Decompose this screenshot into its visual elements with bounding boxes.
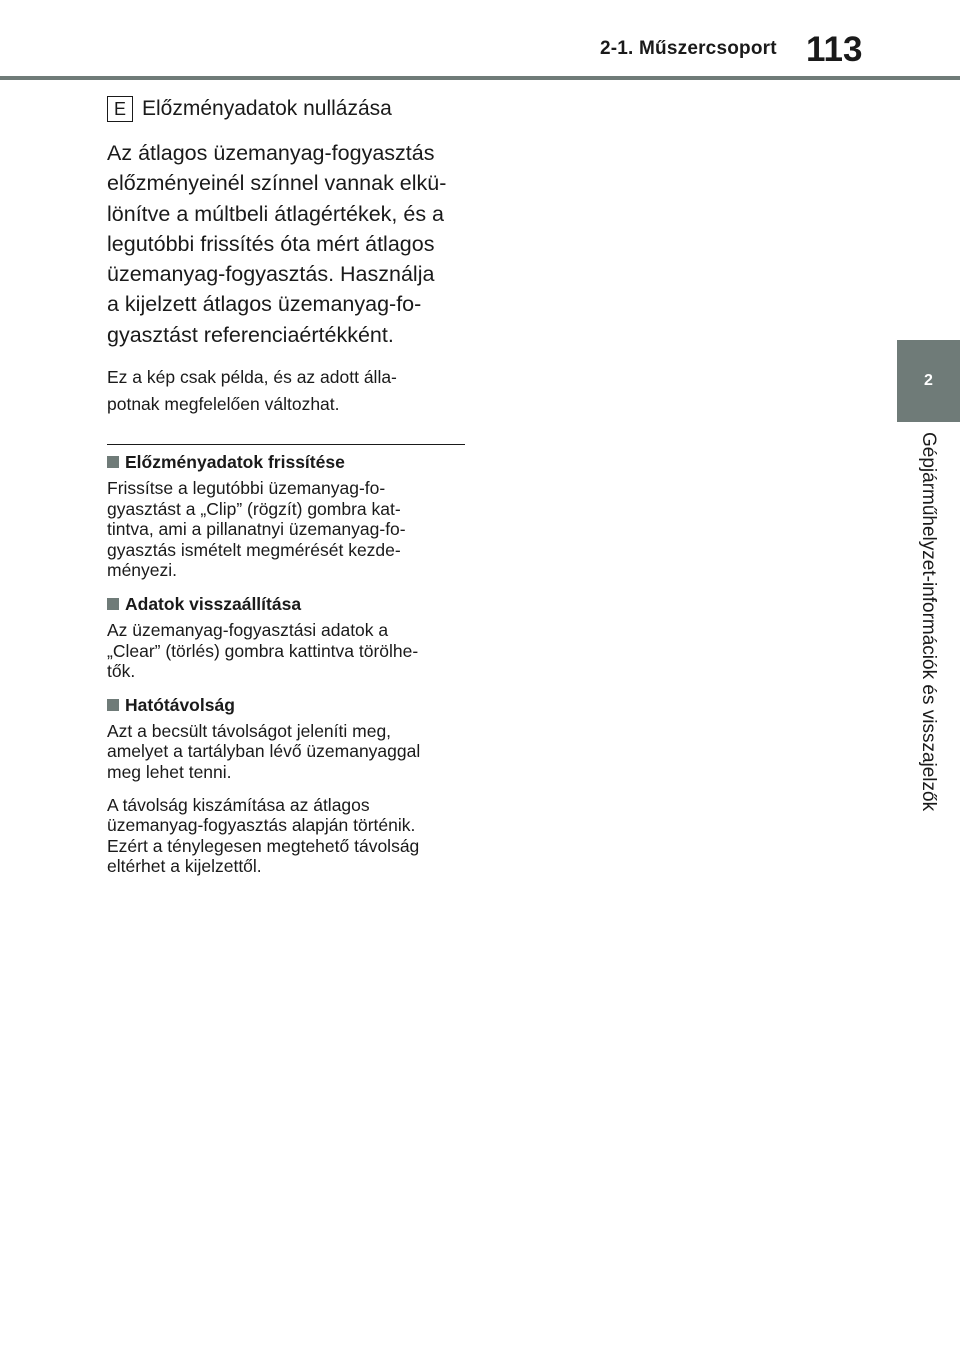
header-rule (0, 76, 960, 80)
note-line: potnak megfelelően változhat. (107, 394, 340, 415)
subsection-heading (107, 593, 467, 615)
para-line: tők. (107, 661, 136, 682)
square-bullet-icon (107, 456, 119, 468)
lead-line: a kijelzett átlagos üzemanyag-fo- (107, 292, 422, 317)
para-line: A távolság kiszámítása az átlagos (107, 794, 370, 815)
lead-line: Az átlagos üzemanyag-fogyasztás (107, 141, 435, 165)
main-content (107, 96, 467, 889)
divider-rule (107, 444, 465, 445)
para-line: Az üzemanyag-fogyasztási adatok a (107, 620, 389, 641)
para-line: „Clear” (törlés) gombra kattintva törölhe- (107, 640, 419, 661)
subsection-title: Előzményadatok frissítése (125, 452, 345, 473)
lead-line: üzemanyag-fogyasztás. Használja (107, 262, 435, 287)
image-note (107, 364, 467, 418)
subsection-paragraph (107, 795, 467, 877)
para-line: meg lehet tenni. (107, 762, 232, 783)
page-number: 113 (806, 30, 863, 69)
para-line: Ezért a ténylegesen megtehető távolság (107, 835, 420, 856)
subsection-heading (107, 451, 467, 473)
chapter-title-wrap (897, 432, 960, 868)
para-line: gyasztást a „Clip” (rögzít) gombra kat- (107, 498, 401, 519)
square-bullet-icon (107, 598, 119, 610)
lead-line: gyasztást referenciaértékként. (107, 322, 394, 347)
para-line: amelyet a tartályban lévő üzemanyaggal (107, 741, 421, 762)
chapter-title: Gépjárműhelyzet-információk és visszajelzők (917, 432, 939, 812)
para-line: ményezi. (107, 560, 178, 581)
section-heading (107, 96, 467, 122)
subsection-title: Hatótávolság (125, 694, 235, 715)
chapter-tab (897, 340, 960, 422)
lead-line: lönítve a múltbeli átlagértékek, és a (107, 201, 445, 226)
section-title: Előzményadatok nullázása (142, 97, 392, 120)
subsection-title: Adatok visszaállítása (125, 594, 302, 615)
para-line: gyasztás ismételt megmérését kezde- (107, 539, 401, 560)
note-line: Ez a kép csak példa, és az adott álla- (107, 367, 397, 388)
para-line: Azt a becsült távolságot jeleníti meg, (107, 720, 392, 741)
lead-line: előzményeinél színnel vannak elkü- (107, 171, 447, 196)
lead-paragraph (107, 138, 467, 350)
header-section-title: 2-1. Műszercsoport (600, 38, 777, 59)
para-line: Frissítse a legutóbbi üzemanyag-fo- (107, 478, 386, 499)
para-line: eltérhet a kijelzettől. (107, 856, 262, 877)
subsection-heading (107, 694, 467, 716)
para-line: üzemanyag-fogyasztás alapján történik. (107, 815, 416, 836)
square-bullet-icon (107, 699, 119, 711)
section-label-box: E (107, 96, 133, 122)
lead-line: legutóbbi frissítés óta mért átlagos (107, 231, 435, 256)
chapter-number: 2 (924, 372, 933, 389)
para-line: tintva, ami a pillanatnyi üzemanyag-fo- (107, 519, 406, 540)
subsection-paragraph (107, 620, 467, 682)
subsection-paragraph (107, 721, 467, 783)
subsection-paragraph (107, 478, 467, 581)
